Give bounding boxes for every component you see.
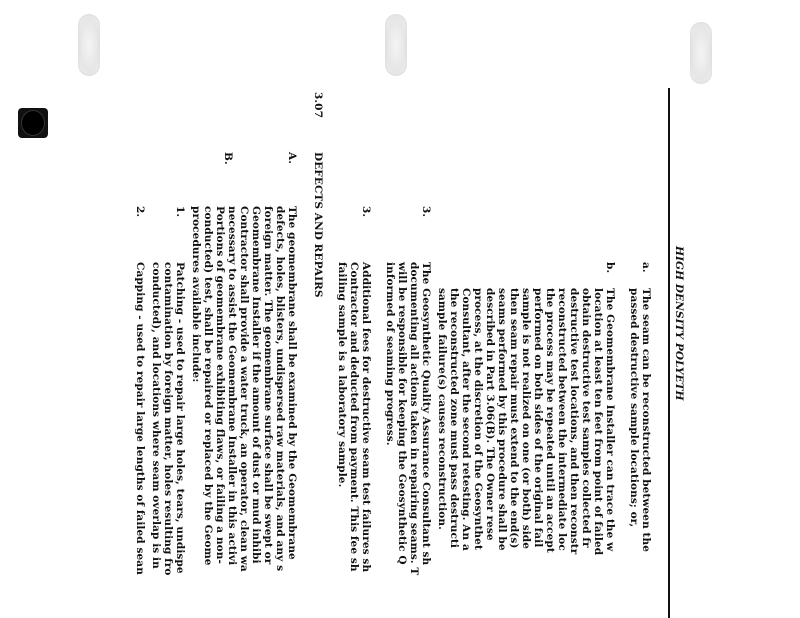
item-3b-line-3: failing sample is a laboratory sample. — [336, 262, 348, 488]
item-B-label: B. — [222, 152, 234, 165]
item-A-label: A. — [286, 152, 298, 165]
item-b-line-11: described in Part 3.06(B). The Owner rese — [484, 288, 496, 541]
item-b-line-4: destructive test locations, and then reconstr — [568, 288, 580, 555]
item-A-line-6: necessary to assist the Geomembrane Installer in this activi — [226, 206, 238, 566]
punch-hole-center — [385, 14, 407, 76]
header-rule — [668, 88, 670, 618]
item-3b-line-1: Additional fees for destructive seam test failures sh — [360, 262, 372, 573]
item-a-line-1: The seam can be reconstructed between the — [640, 288, 652, 553]
item-A-line-4: Geomembrane Installer if the amount of dust or mud inhibi — [250, 206, 262, 564]
item-b-line-13: Consultant, after the second retesting. An a — [460, 288, 472, 551]
item-B-line-3: procedures available include: — [190, 206, 202, 383]
item-a-label: a. — [640, 262, 652, 273]
item-b-line-10: seams performed by this procedure shall be — [496, 288, 508, 551]
item-b-line-14: the reconstructed zone must pass destructi — [448, 288, 460, 549]
item-b-line-2: location at least ten feet from point of failed — [592, 288, 604, 556]
item-b-line-6: the process may be repeated until an accept — [544, 288, 556, 553]
item-b-line-9: then seam repair must extend to the end(s) — [508, 288, 520, 549]
punch-hole-left — [78, 14, 100, 76]
item-B1-line-3: conducted), and locations where seam overlap is in — [150, 262, 162, 569]
item-A-line-3: foreign matter. The geomembrane surface shall be swept or — [262, 206, 274, 565]
item-b-line-1: The Geomembrane Installer can trace the w — [604, 288, 616, 552]
item-b-line-5: reconstructed between the intermediate loc — [556, 288, 568, 551]
section-number: 3.07 — [312, 92, 324, 118]
item-a-line-2: passed destructive sample locations; or, — [628, 288, 640, 528]
item-A-line-2: defects, holes, blisters, undispersed raw materials, and any s — [274, 206, 286, 572]
running-header: HIGH DENSITY POLYETH — [673, 246, 685, 401]
section-title: DEFECTS AND REPAIRS — [312, 152, 324, 298]
item-b-label: b. — [604, 262, 616, 274]
item-A-line-5: Contractor shall provide a water truck, an operator, clean wa — [238, 206, 250, 572]
item-3-line-3: will be responsible for keeping the Geosynthetic Q — [396, 262, 408, 565]
item-b-line-3: obtain destructive test samples collected fr — [580, 288, 592, 548]
item-b-line-8: sample is not realized on one (or both) side — [520, 288, 532, 550]
item-b-line-15: sample failure(s) causes reconstruction. — [436, 288, 448, 530]
item-3b-label: 3. — [360, 206, 372, 218]
item-b-line-7: performed on both sides of the original fail — [532, 288, 544, 548]
item-B-line-2: conducted) test, shall be repaired or replaced by the Geome — [202, 206, 214, 566]
item-B-line-1: Portions of geomembrane exhibiting flaws, or failing a non- — [214, 206, 226, 564]
item-B1-label: 1. — [174, 206, 186, 218]
item-3b-line-2: Contractor and deducted from payment. This fee sh — [348, 262, 360, 572]
binder-ring-icon — [18, 108, 48, 138]
item-B2-label: 2. — [134, 206, 146, 218]
item-3-label: 3. — [420, 206, 432, 218]
item-3-line-1: The Geosynthetic Quality Assurance Consultant sh — [420, 262, 432, 566]
item-b-line-12: process, at the discretion of the Geosynthet — [472, 288, 484, 550]
item-B1-line-2: contamination by foreign matter, holes resulting fro — [162, 262, 174, 576]
item-3-line-4: informed of seaming progress. — [384, 262, 396, 446]
item-B1-line-1: Patching - used to repair large holes, tears, undispe — [174, 262, 186, 574]
punch-hole-right — [690, 22, 712, 84]
item-3-line-2: documenting all actions taken in repairing seams. T — [408, 262, 420, 576]
item-B2-line-1: Capping - used to repair large lengths of failed sean — [134, 262, 146, 575]
item-A-line-1: The geomembrane shall be examined by the Geomembrane — [286, 206, 298, 560]
